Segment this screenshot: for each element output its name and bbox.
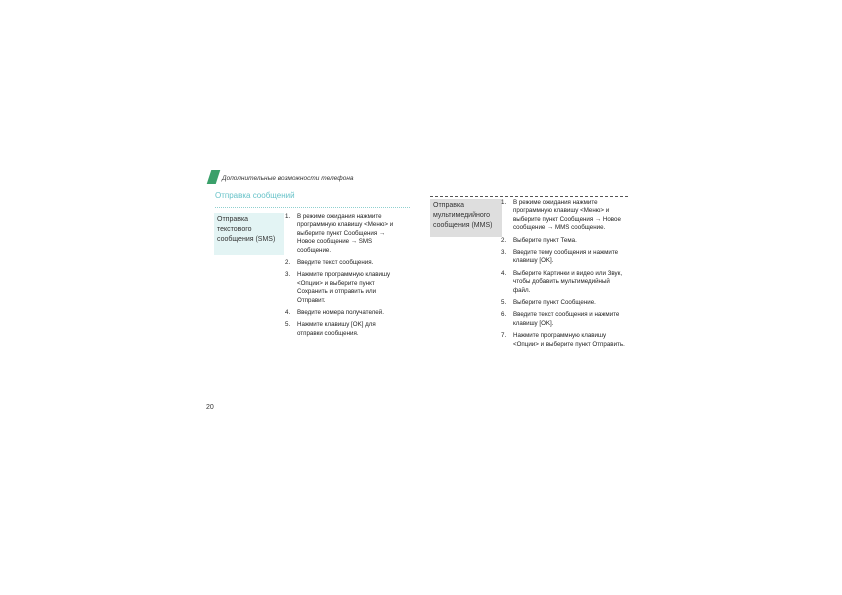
list-item: 4. Выберите Картинки и видео или Звук, чтобы добавить мультимедийный файл. — [501, 269, 623, 294]
list-item: 6. Введите текст сообщения и нажмите клавишу [OK]. — [501, 311, 620, 327]
list-item: 4. Введите номера получателей. — [285, 309, 384, 317]
list-item: 1. В режиме ожидания нажмите программную клавишу <Меню> и выберите пункт Сообщения → Новое сообщение → SMS сообщение. — [285, 213, 394, 254]
sms-steps — [285, 213, 403, 342]
mms-steps — [501, 199, 625, 353]
list-item: 2. Введите текст сообщения. — [285, 259, 374, 267]
header-accent-bar — [207, 170, 221, 184]
list-item: 2. Выберите пункт Тема. — [501, 236, 577, 244]
page-number: 20 — [206, 404, 214, 411]
list-item: 5. Нажмите клавишу [OK] для отправки сообщения. — [285, 321, 376, 337]
list-item: 3. Введите тему сообщения и нажмите клавишу [OK]. — [501, 249, 619, 265]
list-item: 3. Нажмите программную клавишу <Опции> и выберите пункт Сохранить и отправить или Отправит. — [285, 271, 391, 304]
list-item: 5. Выберите пункт Сообщение. — [501, 299, 596, 307]
running-header: Дополнительные возможности телефона — [222, 175, 354, 182]
mms-label: Отправка мультимедийного сообщения (MMS) — [430, 199, 502, 237]
sms-label: Отправка текстового сообщения (SMS) — [214, 213, 284, 255]
list-item: 7. Нажмите программную клавишу <Опции> и выберите пункт Отправить. — [501, 332, 625, 348]
list-item: 1. В режиме ожидания нажмите программную клавишу <Меню> и выберите пункт Сообщения → Новое сообщение → MMS сообщение. — [501, 199, 621, 232]
section-title: Отправка сообщений — [215, 191, 295, 200]
column-divider — [430, 196, 628, 197]
section-divider — [215, 207, 410, 208]
